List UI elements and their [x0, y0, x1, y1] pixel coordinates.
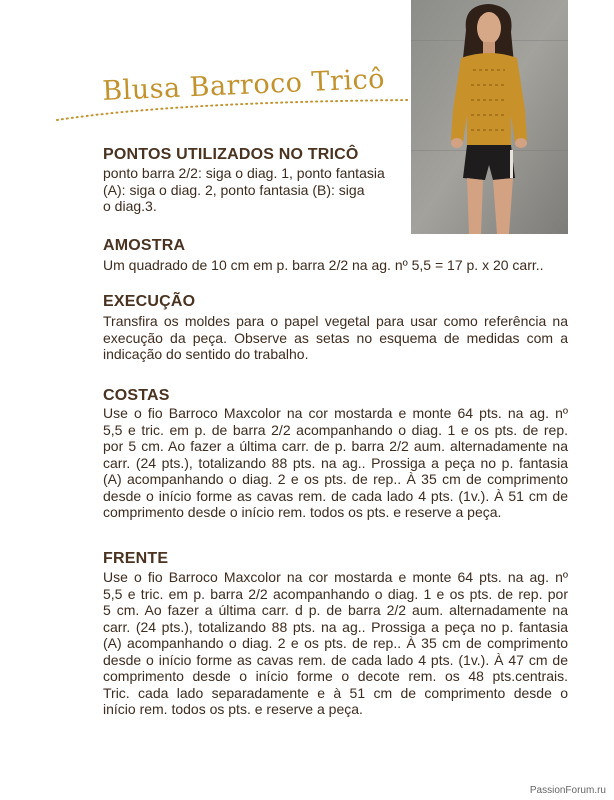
frente-line: desde o início forme as cavas rem. de cada lado 4 pts. (1v.). À 47 cm de — [103, 651, 568, 668]
execucao-text — [103, 313, 568, 363]
pontos-text — [103, 165, 385, 215]
pontos-line: (A): siga o diag. 2, ponto fantasia (B): siga — [103, 181, 365, 198]
costas-line: 5,5 e tric. em p. de barra 2/2 acompanhando o diag. 1 e os pts. de rep. — [103, 421, 568, 438]
costas-text — [103, 405, 568, 521]
execucao-line: execução da peça. Observe as setas no esquema de medidas com a — [103, 329, 568, 346]
amostra-text — [103, 257, 544, 274]
heading-amostra: AMOSTRA — [103, 237, 186, 254]
execucao-line: indicação do sentido do trabalho. — [103, 346, 309, 362]
frente-line: Tric. cada lado separadamente e à 51 cm de comprimento desde o — [103, 684, 568, 701]
heading-pontos: PONTOS UTILIZADOS NO TRICÔ — [103, 146, 359, 163]
frente-line: 5 cm. Ao fazer a última carr. d p. de barra 2/2 aum. alternadamente na — [103, 602, 568, 618]
costas-line: por 5 cm. Ao fazer a última carr. de p. barra 2/2 aum. alternadamente na — [103, 438, 568, 454]
pontos-line: ponto barra 2/2: siga o diag. 1, ponto fantasia — [103, 165, 385, 181]
heading-costas: COSTAS — [103, 387, 170, 404]
costas-line: carr. (24 pts.), totalizando 88 pts. na ag.. Prossiga a peça no p. fantasia — [103, 454, 568, 471]
frente-line: (A) acompanhando o diag. 2 e os pts. de rep.. À 35 cm de comprimento — [103, 635, 568, 651]
amostra-line: Um quadrado de 10 cm em p. barra 2/2 na ag. nº 5,5 = 17 p. x 20 carr.. — [103, 257, 544, 273]
frente-text — [103, 569, 568, 718]
frente-line: Use o fio Barroco Maxcolor na cor mostarda e monte 64 pts. na ag. nº — [103, 569, 568, 585]
frente-line: 5,5 e tric. em p. barra 2/2 acompanhando o diag. 1 e os pts. de rep. por — [103, 585, 568, 602]
costas-line: Use o fio Barroco Maxcolor na cor mostarda e monte 64 pts. na ag. nº — [103, 405, 568, 421]
costas-line: comprimento desde o início rem. todos os pts. e reserve a peça. — [103, 504, 502, 520]
frente-line: início rem. todos os pts. e reserve a peça. — [103, 701, 363, 717]
heading-execucao: EXECUÇÃO — [103, 293, 196, 310]
model-photo — [411, 0, 568, 234]
execucao-line: Transfira os moldes para o papel vegetal para usar como referência na — [103, 313, 568, 329]
pontos-line: o diag.3. — [103, 198, 157, 214]
watermark: PassionForum.ru — [529, 785, 606, 796]
heading-frente: FRENTE — [103, 550, 169, 567]
frente-line: carr. (24 pts.), totalizando 88 pts. na ag.. Prossiga a peça no p. fantasia — [103, 618, 568, 635]
costas-line: (A) acompanhando o diag. 2 e os pts. de rep.. À 35 cm de comprimento — [103, 471, 568, 487]
costas-line: desde o início forme as cavas rem. de cada lado 4 pts. (1v.). À 51 cm de — [103, 487, 568, 504]
frente-line: comprimento desde o início forme o decote rem. os 48 pts.centrais. — [103, 668, 568, 684]
page-title: Blusa Barroco Tricô — [101, 63, 386, 107]
